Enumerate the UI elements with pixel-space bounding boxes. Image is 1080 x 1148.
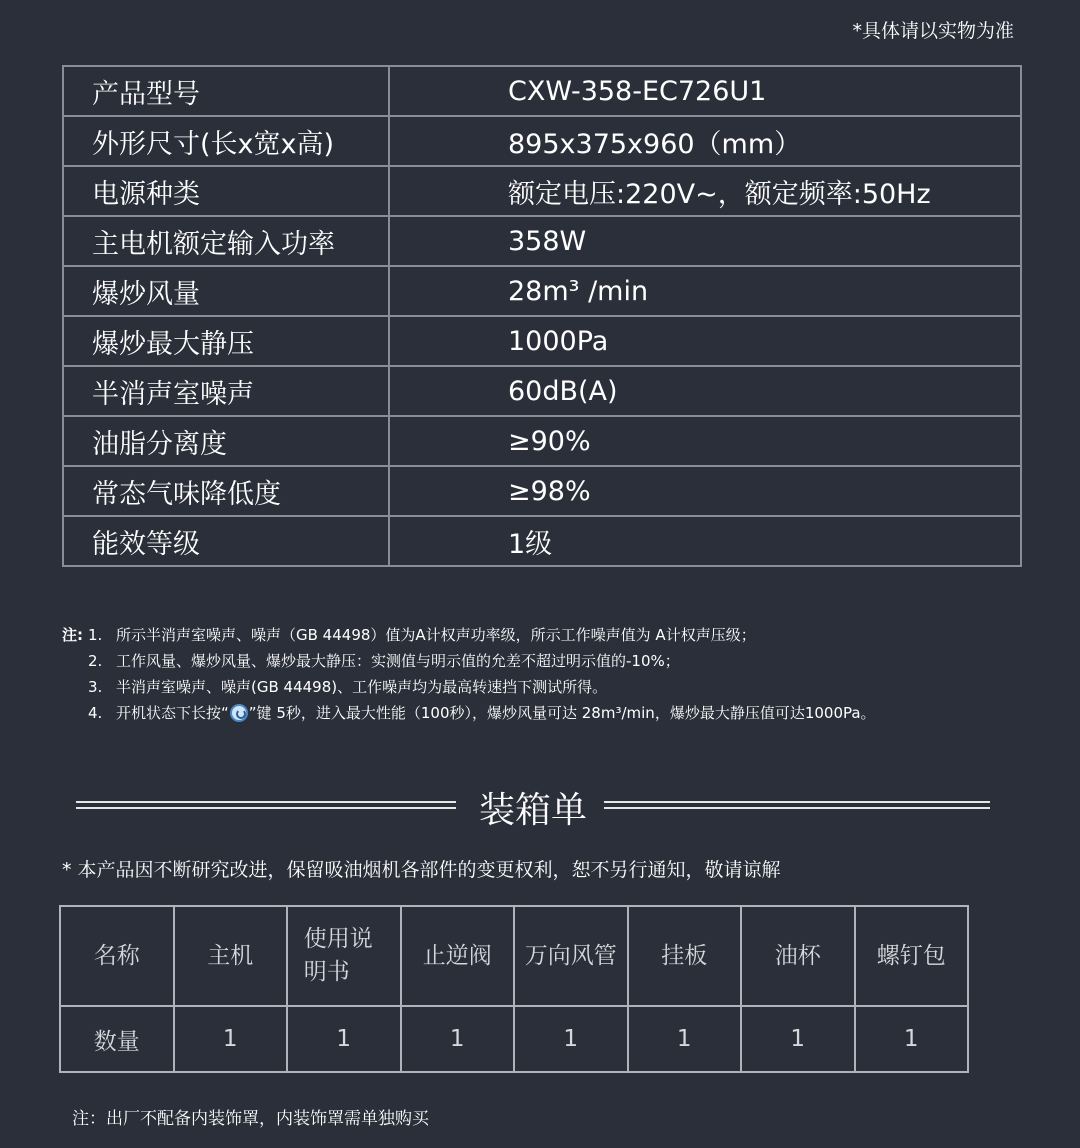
spec-row bbox=[63, 66, 1021, 116]
spec-value: 额定电压:220V~，额定频率:50Hz bbox=[389, 166, 1021, 216]
spec-value: 60dB(A) bbox=[389, 366, 1021, 416]
item-qty: 1 bbox=[514, 1006, 628, 1072]
item-name-text: 使用说明书 bbox=[303, 926, 373, 985]
item-name: 止逆阀 bbox=[401, 906, 515, 1006]
spec-table bbox=[62, 65, 1022, 567]
spec-label: 油脂分离度 bbox=[63, 416, 389, 466]
spec-row bbox=[63, 516, 1021, 566]
note-text bbox=[116, 700, 876, 726]
note-number: 1. bbox=[88, 626, 103, 644]
spec-row bbox=[63, 116, 1021, 166]
note-text-after: ”键 5秒，进入最大性能（100秒），爆炒风量可达 28m³/min，爆炒最大静压值可达1000Pa。 bbox=[248, 704, 876, 722]
item-qty: 1 bbox=[628, 1006, 742, 1072]
spec-label: 电源种类 bbox=[63, 166, 389, 216]
spec-value: CXW-358-EC726U1 bbox=[389, 66, 1021, 116]
table-row bbox=[60, 906, 968, 1006]
notes bbox=[62, 622, 876, 726]
item-qty: 1 bbox=[741, 1006, 855, 1072]
section-title: 装箱单 bbox=[478, 790, 587, 831]
spec-value: 358W bbox=[389, 216, 1021, 266]
note-item bbox=[62, 674, 876, 700]
qty-label: 数量 bbox=[60, 1006, 174, 1072]
spec-label: 爆炒风量 bbox=[63, 266, 389, 316]
footer-note: 注：出厂不配备内装饰罩，内装饰罩需单独购买 bbox=[72, 1109, 429, 1129]
spec-row bbox=[63, 366, 1021, 416]
spec-value: 1000Pa bbox=[389, 316, 1021, 366]
spec-row bbox=[63, 266, 1021, 316]
spec-label: 外形尺寸(长x宽x高) bbox=[63, 116, 389, 166]
section-header bbox=[76, 780, 990, 832]
note-item bbox=[62, 700, 876, 726]
note-text: 半消声室噪声、噪声(GB 44498)、工作噪声均为最高转速挡下测试所得。 bbox=[116, 678, 608, 696]
spec-label: 常态气味降低度 bbox=[63, 466, 389, 516]
note-prefix: 注: bbox=[62, 626, 83, 644]
item-qty: 1 bbox=[287, 1006, 401, 1072]
divider-right bbox=[604, 801, 990, 809]
spec-row bbox=[63, 466, 1021, 516]
spec-value: 1级 bbox=[389, 516, 1021, 566]
spec-row bbox=[63, 166, 1021, 216]
item-name: 挂板 bbox=[628, 906, 742, 1006]
item-name bbox=[287, 906, 401, 1006]
spec-label: 爆炒最大静压 bbox=[63, 316, 389, 366]
spec-row bbox=[63, 216, 1021, 266]
packing-table bbox=[59, 905, 969, 1073]
spec-value: 28m³ /min bbox=[389, 266, 1021, 316]
note-text-before: 开机状态下长按“ bbox=[116, 704, 229, 722]
spec-label: 能效等级 bbox=[63, 516, 389, 566]
item-qty: 1 bbox=[174, 1006, 288, 1072]
note-text: 工作风量、爆炒风量、爆炒最大静压：实测值与明示值的允差不超过明示值的-10%； bbox=[116, 652, 680, 670]
note-number: 4. bbox=[88, 704, 103, 722]
table-row bbox=[60, 1006, 968, 1072]
header-label: 名称 bbox=[60, 906, 174, 1006]
spec-value: 895x375x960（mm） bbox=[389, 116, 1021, 166]
note-number: 2. bbox=[88, 652, 103, 670]
power-button-icon bbox=[230, 704, 248, 722]
spec-value: ≥98% bbox=[389, 466, 1021, 516]
spec-row bbox=[63, 316, 1021, 366]
item-qty: 1 bbox=[401, 1006, 515, 1072]
spec-label: 产品型号 bbox=[63, 66, 389, 116]
note-text: 所示半消声室噪声、噪声（GB 44498）值为A计权声功率级，所示工作噪声值为 A计权声压级； bbox=[116, 626, 756, 644]
spec-value: ≥90% bbox=[389, 416, 1021, 466]
item-name: 螺钉包 bbox=[855, 906, 969, 1006]
note-item bbox=[62, 648, 876, 674]
spec-label: 主电机额定输入功率 bbox=[63, 216, 389, 266]
item-qty: 1 bbox=[855, 1006, 969, 1072]
note-number: 3. bbox=[88, 678, 103, 696]
spec-row bbox=[63, 416, 1021, 466]
packing-note: * 本产品因不断研究改进，保留吸油烟机各部件的变更权利，恕不另行通知，敬请谅解 bbox=[62, 859, 781, 881]
item-name: 油杯 bbox=[741, 906, 855, 1006]
item-name: 万向风管 bbox=[514, 906, 628, 1006]
note-item bbox=[62, 622, 876, 648]
spec-label: 半消声室噪声 bbox=[63, 366, 389, 416]
item-name: 主机 bbox=[174, 906, 288, 1006]
disclaimer: *具体请以实物为准 bbox=[852, 20, 1014, 42]
